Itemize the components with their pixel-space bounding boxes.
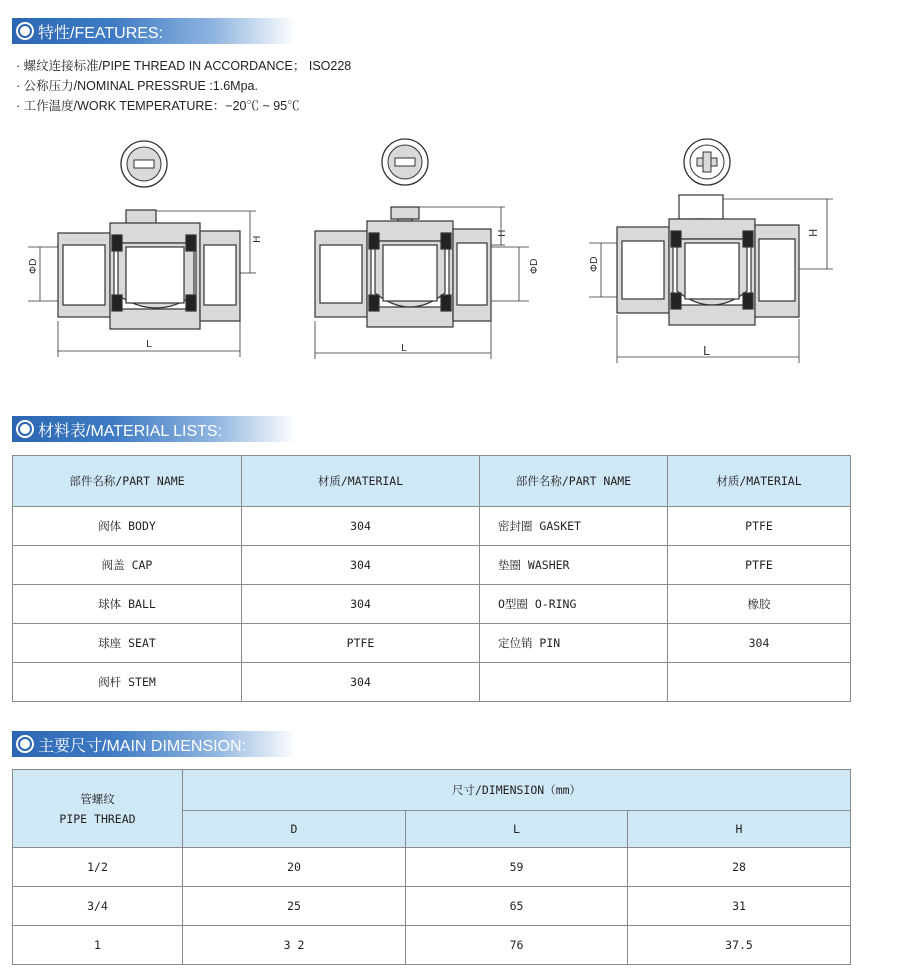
valve-body-section bbox=[58, 210, 240, 329]
table-row bbox=[13, 663, 851, 702]
part-name: O型圈 O-RING bbox=[480, 585, 668, 624]
part-name: 球体 BALL bbox=[13, 585, 242, 624]
height-label: H bbox=[497, 229, 508, 237]
feature-item: · 工作温度/WORK TEMPERATURE：−20℃ ~ 95℃ bbox=[16, 99, 300, 113]
bullet-icon bbox=[18, 737, 32, 751]
part-name: 垫圈 WASHER bbox=[480, 546, 668, 585]
height-label: H bbox=[807, 228, 820, 237]
header-l: L bbox=[406, 811, 628, 848]
material: 304 bbox=[242, 546, 480, 585]
dimension-title: 主要尺寸/MAIN DIMENSION: bbox=[38, 737, 247, 755]
pipe-thread-cn: 管螺纹 bbox=[80, 791, 115, 806]
header-dimension: 尺寸/DIMENSION（mm） bbox=[183, 770, 851, 811]
handle-top-view bbox=[684, 139, 730, 185]
dim-d: 3 2 bbox=[183, 926, 406, 965]
part-name: 阀体 BODY bbox=[13, 507, 242, 546]
table-row bbox=[13, 507, 851, 546]
length-label: L bbox=[703, 344, 710, 358]
table-row bbox=[13, 546, 851, 585]
bullet-icon bbox=[18, 422, 32, 436]
table-header-row bbox=[13, 456, 851, 507]
table-row bbox=[13, 848, 851, 887]
dimension-header bbox=[12, 731, 297, 757]
pipe-thread-en: PIPE THREAD bbox=[59, 811, 136, 826]
valve-body-section bbox=[617, 195, 799, 325]
valve-drawing-svg bbox=[585, 135, 845, 370]
table-row bbox=[13, 624, 851, 663]
dim-h: 28 bbox=[628, 848, 851, 887]
features-title: 特性/FEATURES: bbox=[38, 24, 164, 42]
diameter-label: ΦD bbox=[28, 258, 39, 274]
dim-d: 20 bbox=[183, 848, 406, 887]
part-name bbox=[480, 663, 668, 702]
dim-l: 59 bbox=[406, 848, 628, 887]
length-label: L bbox=[146, 339, 152, 350]
valve-body-section bbox=[315, 207, 491, 327]
part-name: 定位销 PIN bbox=[480, 624, 668, 663]
handle-top-view bbox=[382, 139, 428, 185]
materials-table bbox=[12, 455, 851, 702]
dim-l: 65 bbox=[406, 887, 628, 926]
dim-l: 76 bbox=[406, 926, 628, 965]
part-name: 密封圈 GASKET bbox=[480, 507, 668, 546]
table-header-row bbox=[13, 770, 851, 811]
materials-header bbox=[12, 416, 297, 442]
dimension-table bbox=[12, 769, 851, 965]
material: PTFE bbox=[668, 507, 851, 546]
dim-h: 37.5 bbox=[628, 926, 851, 965]
material: PTFE bbox=[668, 546, 851, 585]
handle-top-view bbox=[121, 141, 167, 187]
material: 304 bbox=[242, 585, 480, 624]
diameter-label: ΦD bbox=[589, 256, 600, 272]
valve-drawing-3 bbox=[585, 135, 845, 370]
header-material: 材质/MATERIAL bbox=[668, 456, 851, 507]
table-row bbox=[13, 926, 851, 965]
diameter-label: ΦD bbox=[529, 258, 540, 274]
part-name: 阀盖 CAP bbox=[13, 546, 242, 585]
pipe-thread-size: 1 bbox=[13, 926, 183, 965]
table-row bbox=[13, 887, 851, 926]
material: 橡胶 bbox=[668, 585, 851, 624]
header-part-name: 部件名称/PART NAME bbox=[13, 456, 242, 507]
header-pipe-thread bbox=[13, 770, 183, 848]
pipe-thread-size: 3/4 bbox=[13, 887, 183, 926]
part-name: 阀杆 STEM bbox=[13, 663, 242, 702]
part-name: 球座 SEAT bbox=[13, 624, 242, 663]
valve-drawing-1 bbox=[18, 135, 278, 365]
valve-drawing-2 bbox=[305, 135, 545, 365]
table-row bbox=[13, 585, 851, 624]
header-h: H bbox=[628, 811, 851, 848]
header-material: 材质/MATERIAL bbox=[242, 456, 480, 507]
material: 304 bbox=[668, 624, 851, 663]
valve-drawing-svg bbox=[18, 135, 278, 365]
pipe-thread-size: 1/2 bbox=[13, 848, 183, 887]
material: 304 bbox=[242, 663, 480, 702]
height-label: H bbox=[252, 235, 263, 243]
materials-title: 材料表/MATERIAL LISTS: bbox=[38, 422, 223, 440]
features-list bbox=[16, 56, 351, 116]
feature-item: · 公称压力/NOMINAL PRESSRUE :1.6Mpa. bbox=[16, 79, 258, 93]
material bbox=[668, 663, 851, 702]
bullet-icon bbox=[18, 24, 32, 38]
dim-h: 31 bbox=[628, 887, 851, 926]
valve-drawing-svg bbox=[305, 135, 545, 365]
material: PTFE bbox=[242, 624, 480, 663]
dim-d: 25 bbox=[183, 887, 406, 926]
header-part-name: 部件名称/PART NAME bbox=[480, 456, 668, 507]
features-header bbox=[12, 18, 297, 44]
feature-item: · 螺纹连接标准/PIPE THREAD IN ACCORDANCE； ISO228 bbox=[16, 59, 352, 73]
material: 304 bbox=[242, 507, 480, 546]
header-d: D bbox=[183, 811, 406, 848]
length-label: L bbox=[401, 343, 407, 354]
